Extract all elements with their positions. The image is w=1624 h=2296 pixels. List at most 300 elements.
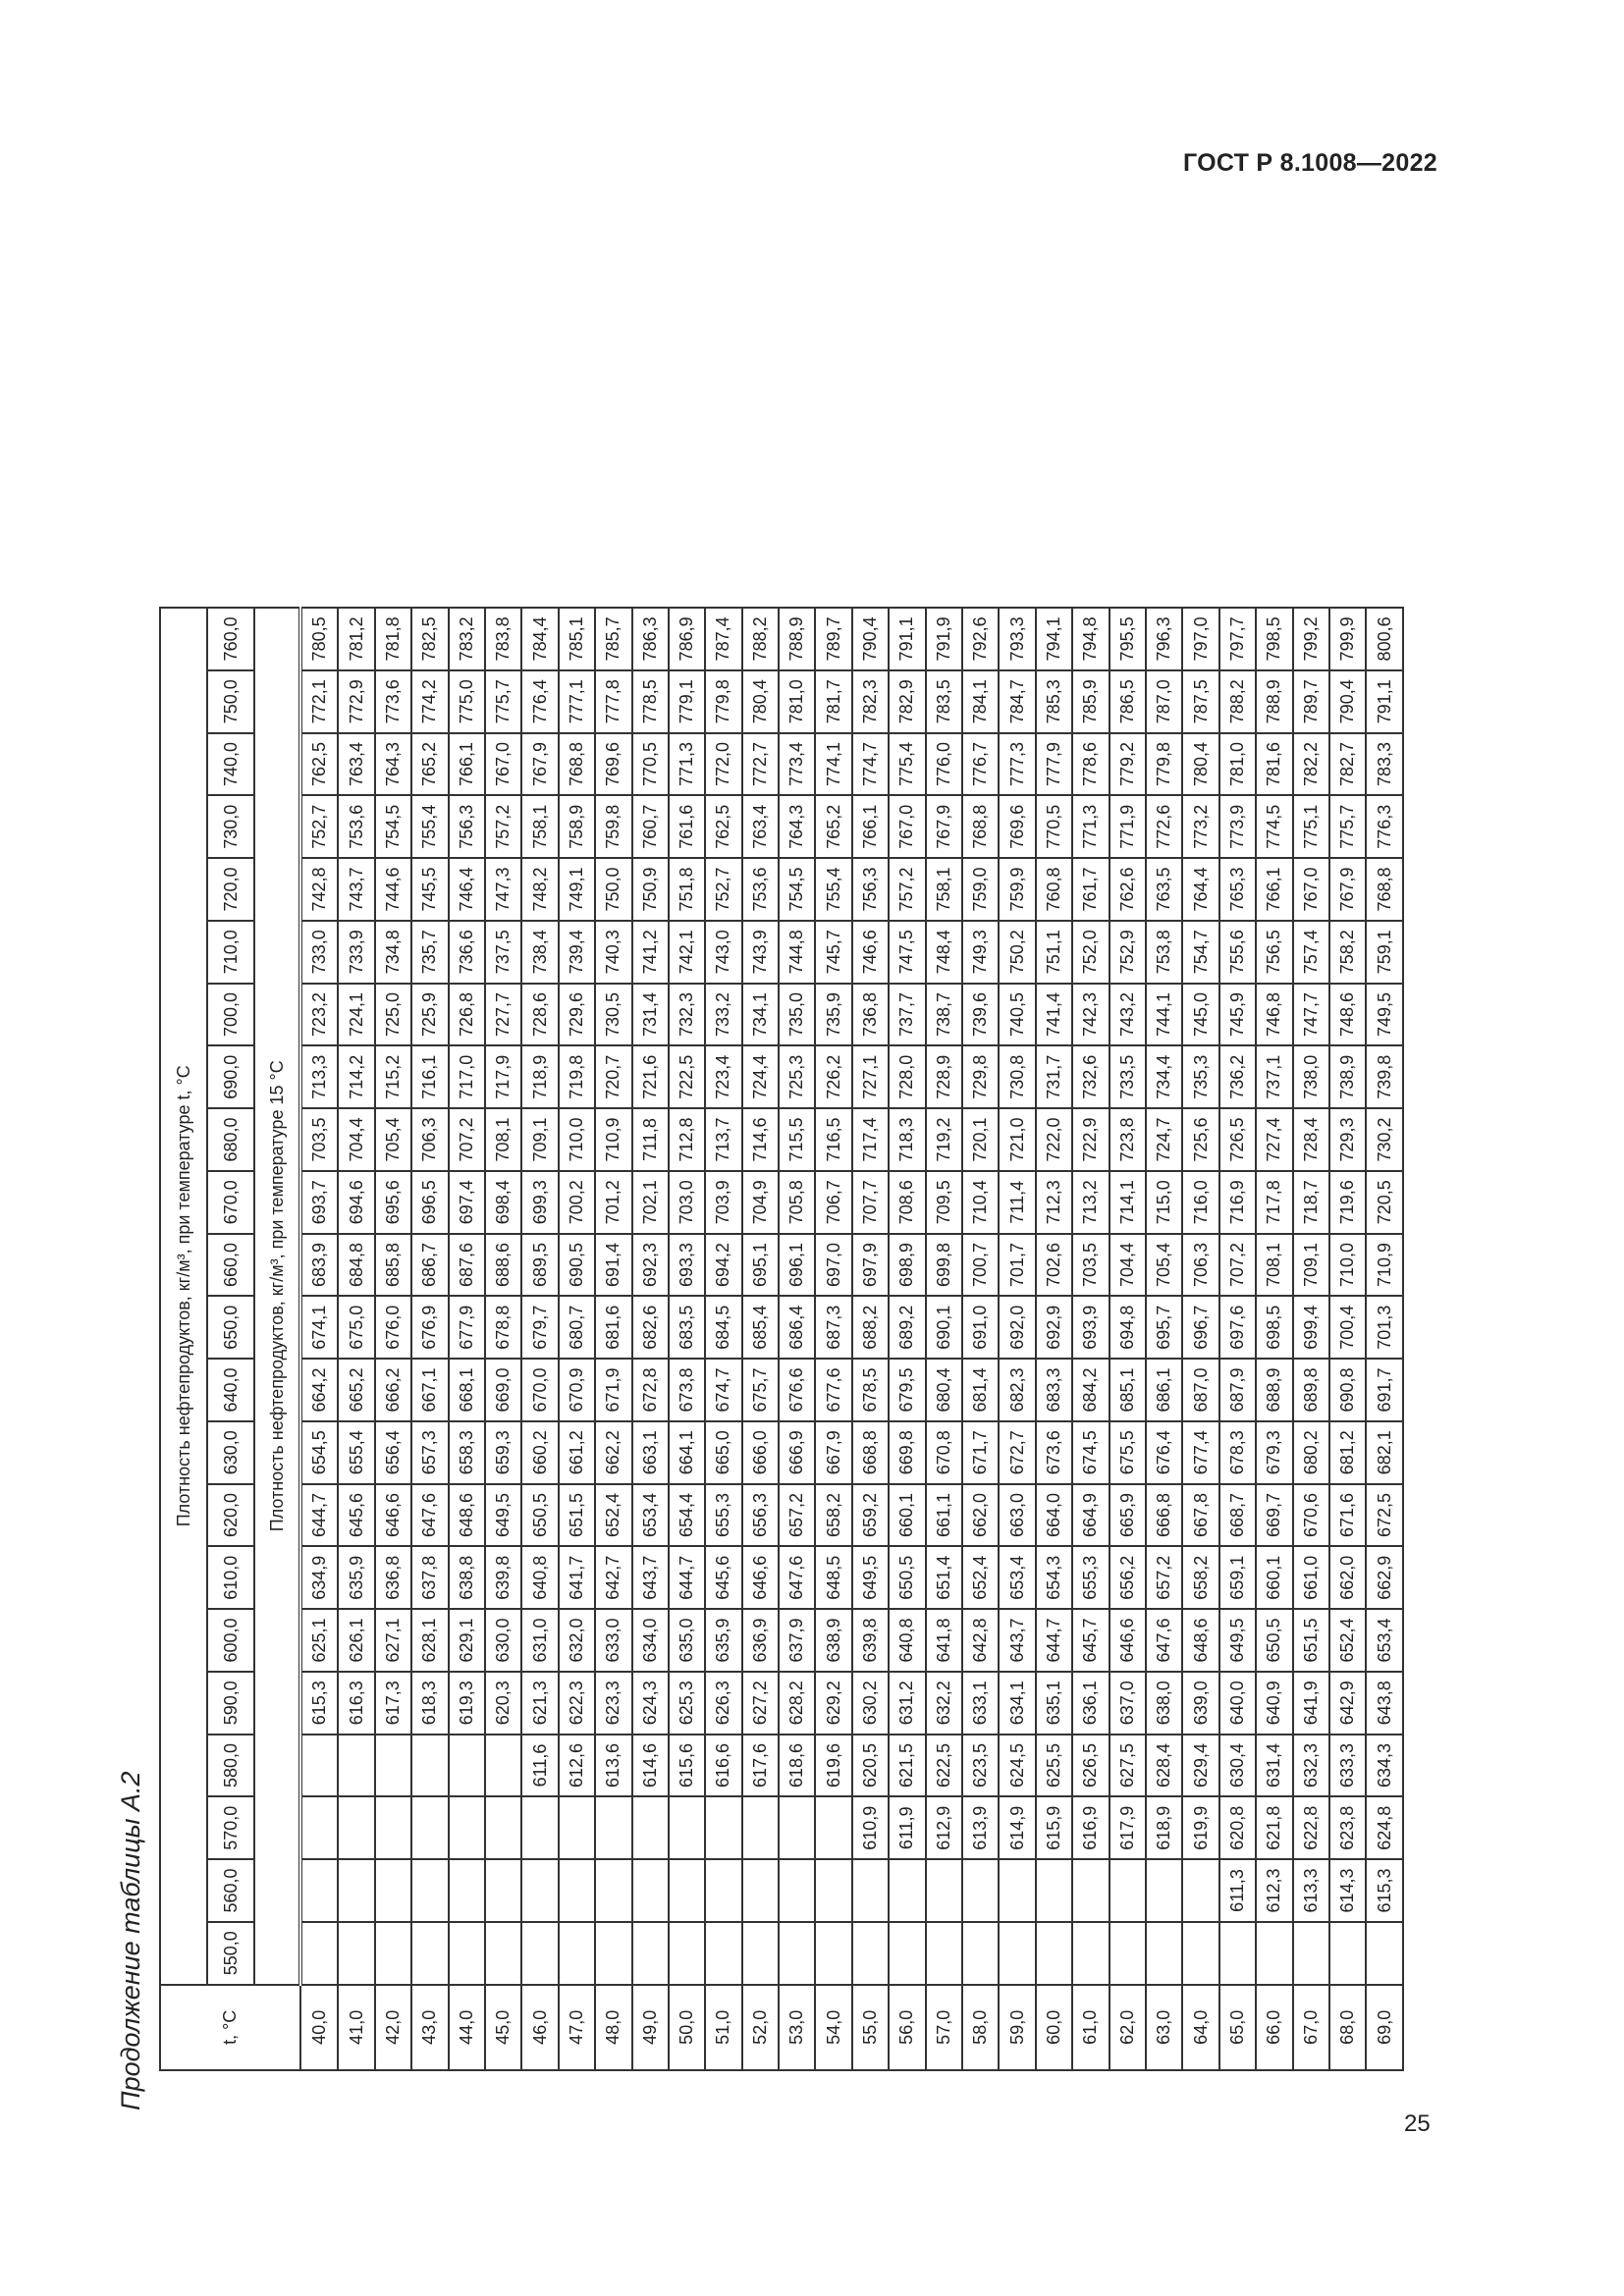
density-cell: 762,5 (705, 795, 741, 858)
density-cell: 624,5 (999, 1735, 1035, 1797)
table-caption: Продолжение таблицы А.2 (116, 1771, 145, 2110)
density-cell: 745,0 (1182, 984, 1218, 1046)
density-cell: 614,6 (632, 1735, 669, 1797)
density-cell: 716,0 (1182, 1171, 1218, 1234)
density-cell (632, 1796, 669, 1859)
density-cell: 687,3 (815, 1296, 851, 1359)
density-cell (1182, 1922, 1218, 1985)
density-cell (669, 1796, 705, 1859)
density-cell (1293, 1922, 1329, 1985)
density-cell (779, 1859, 815, 1922)
density-cell: 649,5 (485, 1484, 521, 1547)
density-cell: 768,8 (962, 795, 999, 858)
density-cell: 687,9 (1219, 1359, 1256, 1421)
density-cell: 628,2 (779, 1672, 815, 1735)
density-cell (559, 1796, 595, 1859)
density-cell: 718,9 (521, 1045, 558, 1108)
density-cell: 725,9 (411, 984, 448, 1046)
density-cell: 653,4 (999, 1546, 1035, 1609)
density-cell: 740,5 (999, 984, 1035, 1046)
table-row (1256, 608, 1292, 2070)
temperature-cell: 50,0 (669, 1985, 705, 2070)
density-cell: 674,5 (1072, 1421, 1109, 1484)
density-cell: 646,6 (1110, 1609, 1146, 1672)
density-cell (300, 1796, 338, 1859)
density-cell: 715,2 (375, 1045, 411, 1108)
density-cell: 744,1 (1146, 984, 1182, 1046)
page-number: 25 (1404, 2110, 1431, 2137)
table-row (300, 608, 338, 2070)
density-cell: 666,8 (1146, 1484, 1182, 1547)
table-row (521, 608, 558, 2070)
density-cell: 774,1 (815, 733, 851, 796)
density-cell: 741,2 (632, 921, 669, 984)
density-cell: 660,1 (889, 1484, 925, 1547)
density-cell: 780,4 (1182, 733, 1218, 796)
density-cell: 739,6 (962, 984, 999, 1046)
density-cell: 677,6 (815, 1359, 851, 1421)
density-cell: 683,9 (300, 1234, 338, 1297)
density-cell: 778,6 (1072, 733, 1109, 796)
density-cell: 651,5 (1293, 1609, 1329, 1672)
density-cell: 726,5 (1219, 1108, 1256, 1171)
column-header: 580,0 (207, 1735, 254, 1797)
density-cell: 625,3 (669, 1672, 705, 1735)
density-cell: 787,0 (1146, 670, 1182, 733)
density-cell: 637,9 (779, 1609, 815, 1672)
density-cell: 758,9 (559, 795, 595, 858)
density-cell: 747,7 (1293, 984, 1329, 1046)
density-cell: 636,8 (375, 1546, 411, 1609)
density-cell (338, 1796, 374, 1859)
density-cell: 785,7 (595, 608, 631, 670)
density-cell (962, 1922, 999, 1985)
density-cell: 775,7 (1329, 795, 1366, 858)
column-header: 550,0 (207, 1922, 254, 1985)
density-cell: 789,7 (1293, 670, 1329, 733)
density-cell: 749,3 (962, 921, 999, 984)
density-cell: 753,6 (742, 858, 779, 921)
density-cell: 671,6 (1329, 1484, 1366, 1547)
density-cell: 634,0 (632, 1609, 669, 1672)
density-cell: 617,3 (375, 1672, 411, 1735)
density-cell: 649,5 (1219, 1609, 1256, 1672)
table-row (375, 608, 411, 2070)
density-cell: 653,4 (1366, 1609, 1402, 1672)
density-cell: 795,5 (1110, 608, 1146, 670)
density-cell: 783,8 (485, 608, 521, 670)
density-cell: 725,0 (375, 984, 411, 1046)
density-cell: 674,1 (300, 1296, 338, 1359)
density-cell (1146, 1859, 1182, 1922)
temperature-cell: 45,0 (485, 1985, 521, 2070)
density-cell: 641,8 (926, 1609, 962, 1672)
density-cell: 694,8 (1110, 1296, 1146, 1359)
density-cell (449, 1735, 485, 1797)
density-cell: 662,0 (1329, 1546, 1366, 1609)
density-cell (559, 1922, 595, 1985)
density-cell: 794,8 (1072, 608, 1109, 670)
density-cell (595, 1922, 631, 1985)
density-cell: 770,5 (1036, 795, 1072, 858)
table-row (1146, 608, 1182, 2070)
density-cell: 691,4 (595, 1234, 631, 1297)
density-cell: 623,3 (595, 1672, 631, 1735)
density-cell: 682,1 (1366, 1421, 1402, 1484)
density-cell: 723,4 (705, 1045, 741, 1108)
density-cell: 771,3 (1072, 795, 1109, 858)
density-cell: 712,8 (669, 1108, 705, 1171)
density-cell (300, 1735, 338, 1797)
density-cell: 693,9 (1072, 1296, 1109, 1359)
density-cell: 756,3 (449, 795, 485, 858)
density-cell: 686,7 (411, 1234, 448, 1297)
column-header: 740,0 (207, 733, 254, 796)
density-cell (1329, 1922, 1366, 1985)
density-cell: 635,1 (1036, 1672, 1072, 1735)
temperature-cell: 56,0 (889, 1985, 925, 2070)
density-cell (815, 1796, 851, 1859)
density-cell: 635,9 (338, 1546, 374, 1609)
density-cell (1036, 1859, 1072, 1922)
density-cell (889, 1922, 925, 1985)
density-cell: 710,4 (962, 1171, 999, 1234)
density-cell: 799,9 (1329, 608, 1366, 670)
density-cell: 781,0 (779, 670, 815, 733)
density-cell: 669,7 (1256, 1484, 1292, 1547)
density-cell (485, 1796, 521, 1859)
density-cell: 747,3 (485, 858, 521, 921)
density-cell: 626,5 (1072, 1735, 1109, 1797)
density-cell: 757,2 (889, 858, 925, 921)
density-cell: 720,7 (595, 1045, 631, 1108)
density-cell: 621,5 (889, 1735, 925, 1797)
density-cell: 750,0 (595, 858, 631, 921)
density-cell (375, 1859, 411, 1922)
density-cell (411, 1735, 448, 1797)
density-cell: 796,3 (1146, 608, 1182, 670)
column-header: 650,0 (207, 1296, 254, 1359)
density-cell: 625,5 (1036, 1735, 1072, 1797)
density-cell (521, 1922, 558, 1985)
density-cell: 693,3 (669, 1234, 705, 1297)
column-header: 660,0 (207, 1234, 254, 1297)
density-cell: 650,5 (521, 1484, 558, 1547)
density-cell: 673,8 (669, 1359, 705, 1421)
table-row (926, 608, 962, 2070)
density-cell: 731,7 (1036, 1045, 1072, 1108)
density-cell: 728,0 (889, 1045, 925, 1108)
density-cell: 665,0 (705, 1421, 741, 1484)
density-cell: 670,0 (521, 1359, 558, 1421)
density-cell: 797,7 (1219, 608, 1256, 670)
density-cell: 681,4 (962, 1359, 999, 1421)
density-cell: 706,7 (815, 1171, 851, 1234)
density-cell: 760,8 (1036, 858, 1072, 921)
density-cell (485, 1735, 521, 1797)
density-cell: 768,8 (559, 733, 595, 796)
density-cell: 662,2 (595, 1421, 631, 1484)
density-cell: 638,0 (1146, 1672, 1182, 1735)
sub-header: Плотность нефтепродуктов, кг/м³, при температуре 15 °C (254, 608, 300, 1985)
table-body (300, 608, 1403, 2070)
density-cell: 648,5 (815, 1546, 851, 1609)
table-row (559, 608, 595, 2070)
density-cell: 629,2 (815, 1672, 851, 1735)
density-cell: 689,5 (521, 1234, 558, 1297)
density-cell: 724,7 (1146, 1108, 1182, 1171)
density-cell: 733,5 (1110, 1045, 1146, 1108)
density-cell: 637,8 (411, 1546, 448, 1609)
density-cell: 697,9 (852, 1234, 889, 1297)
density-cell: 678,5 (852, 1359, 889, 1421)
density-cell: 762,5 (300, 733, 338, 796)
density-cell: 683,3 (1036, 1359, 1072, 1421)
density-cell (449, 1922, 485, 1985)
density-cell: 767,9 (1329, 858, 1366, 921)
density-cell: 706,3 (411, 1108, 448, 1171)
density-cell: 703,5 (1072, 1234, 1109, 1297)
density-cell: 634,3 (1366, 1735, 1402, 1797)
density-cell: 644,7 (669, 1546, 705, 1609)
density-cell: 695,7 (1146, 1296, 1182, 1359)
density-cell: 668,7 (1219, 1484, 1256, 1547)
density-cell: 705,8 (779, 1171, 815, 1234)
density-cell: 767,9 (926, 795, 962, 858)
density-cell: 690,8 (1329, 1359, 1366, 1421)
density-cell: 757,4 (1293, 921, 1329, 984)
temperature-cell: 41,0 (338, 1985, 374, 2070)
density-cell: 655,3 (705, 1484, 741, 1547)
density-cell: 704,4 (1110, 1234, 1146, 1297)
density-cell: 781,6 (1256, 733, 1292, 796)
density-cell (411, 1859, 448, 1922)
density-cell: 733,9 (338, 921, 374, 984)
density-cell (338, 1735, 374, 1797)
density-cell: 770,5 (632, 733, 669, 796)
density-cell: 724,4 (742, 1045, 779, 1108)
density-cell: 671,7 (962, 1421, 999, 1484)
density-cell: 631,2 (889, 1672, 925, 1735)
density-cell: 708,1 (485, 1108, 521, 1171)
density-cell: 775,7 (485, 670, 521, 733)
density-cell: 782,5 (411, 608, 448, 670)
density-cell: 772,0 (705, 733, 741, 796)
density-cell: 658,3 (449, 1421, 485, 1484)
density-cell: 703,9 (705, 1171, 741, 1234)
density-cell: 709,1 (521, 1108, 558, 1171)
density-cell: 679,3 (1256, 1421, 1292, 1484)
density-cell: 778,5 (632, 670, 669, 733)
density-cell: 655,3 (1072, 1546, 1109, 1609)
density-cell: 751,1 (1036, 921, 1072, 984)
density-cell: 687,0 (1182, 1359, 1218, 1421)
temperature-cell: 44,0 (449, 1985, 485, 2070)
density-cell: 612,3 (1256, 1859, 1292, 1922)
density-cell: 631,4 (1256, 1735, 1292, 1797)
density-cell: 774,5 (1256, 795, 1292, 858)
temperature-cell: 51,0 (705, 1985, 741, 2070)
density-cell: 746,6 (852, 921, 889, 984)
temperature-cell: 68,0 (1329, 1985, 1366, 2070)
density-cell: 704,4 (338, 1108, 374, 1171)
density-cell (1219, 1922, 1256, 1985)
density-cell: 627,2 (742, 1672, 779, 1735)
density-cell: 709,5 (926, 1171, 962, 1234)
density-cell (595, 1859, 631, 1922)
density-cell: 624,8 (1366, 1796, 1402, 1859)
density-cell: 675,0 (338, 1296, 374, 1359)
temperature-cell: 58,0 (962, 1985, 999, 2070)
density-cell: 717,4 (852, 1108, 889, 1171)
density-cell: 760,7 (632, 795, 669, 858)
density-cell: 761,7 (1072, 858, 1109, 921)
density-cell: 663,0 (999, 1484, 1035, 1547)
density-cell: 675,7 (742, 1359, 779, 1421)
density-cell (705, 1796, 741, 1859)
density-cell: 745,7 (815, 921, 851, 984)
density-cell: 716,1 (411, 1045, 448, 1108)
density-cell: 614,9 (999, 1796, 1035, 1859)
density-cell: 635,0 (669, 1609, 705, 1672)
density-cell: 790,4 (1329, 670, 1366, 733)
density-cell (962, 1859, 999, 1922)
density-cell: 612,6 (559, 1735, 595, 1797)
density-cell: 707,2 (449, 1108, 485, 1171)
density-cell: 643,7 (999, 1609, 1035, 1672)
column-header: 730,0 (207, 795, 254, 858)
density-cell (411, 1922, 448, 1985)
density-cell: 800,6 (1366, 608, 1402, 670)
t-header (160, 1985, 300, 2070)
density-cell: 690,5 (559, 1234, 595, 1297)
density-cell: 615,9 (1036, 1796, 1072, 1859)
density-cell: 655,4 (338, 1421, 374, 1484)
density-cell: 648,6 (1182, 1609, 1218, 1672)
density-cell: 786,3 (632, 608, 669, 670)
temperature-cell: 49,0 (632, 1985, 669, 2070)
density-cell: 779,8 (1146, 733, 1182, 796)
density-cell: 656,3 (742, 1484, 779, 1547)
density-cell: 685,4 (742, 1296, 779, 1359)
column-header: 560,0 (207, 1859, 254, 1922)
density-cell: 677,4 (1182, 1421, 1218, 1484)
temperature-cell: 43,0 (411, 1985, 448, 2070)
density-cell: 752,9 (1110, 921, 1146, 984)
density-cell: 762,6 (1110, 858, 1146, 921)
density-cell: 743,2 (1110, 984, 1146, 1046)
density-cell: 777,1 (559, 670, 595, 733)
density-cell: 743,0 (705, 921, 741, 984)
density-cell: 714,2 (338, 1045, 374, 1108)
density-cell: 707,2 (1219, 1234, 1256, 1297)
density-cell: 665,9 (1110, 1484, 1146, 1547)
density-cell: 616,3 (338, 1672, 374, 1735)
density-cell: 754,5 (779, 858, 815, 921)
density-cell: 744,6 (375, 858, 411, 921)
density-cell: 659,2 (852, 1484, 889, 1547)
density-cell: 772,6 (1146, 795, 1182, 858)
density-cell: 654,5 (300, 1421, 338, 1484)
density-cell: 620,8 (1219, 1796, 1256, 1859)
density-cell (1072, 1859, 1109, 1922)
density-cell: 659,1 (1219, 1546, 1256, 1609)
density-cell: 684,8 (338, 1234, 374, 1297)
density-cell: 641,7 (559, 1546, 595, 1609)
density-cell: 746,4 (449, 858, 485, 921)
density-cell: 672,8 (632, 1359, 669, 1421)
density-cell: 675,5 (1110, 1421, 1146, 1484)
density-cell: 747,5 (889, 921, 925, 984)
density-cell: 710,9 (595, 1108, 631, 1171)
density-cell: 685,1 (1110, 1359, 1146, 1421)
temperature-cell: 54,0 (815, 1985, 851, 2070)
density-cell: 661,0 (1293, 1546, 1329, 1609)
density-cell: 640,8 (889, 1609, 925, 1672)
density-cell: 679,7 (521, 1296, 558, 1359)
density-cell: 730,8 (999, 1045, 1035, 1108)
density-cell: 743,7 (338, 858, 374, 921)
density-cell: 652,4 (962, 1546, 999, 1609)
density-cell: 639,8 (852, 1609, 889, 1672)
density-cell: 756,3 (852, 858, 889, 921)
density-cell: 649,5 (852, 1546, 889, 1609)
density-cell: 692,3 (632, 1234, 669, 1297)
table-row (962, 608, 999, 2070)
density-cell: 697,6 (1219, 1296, 1256, 1359)
density-cell: 710,0 (559, 1108, 595, 1171)
density-cell: 776,7 (962, 733, 999, 796)
density-cell: 752,7 (705, 858, 741, 921)
temperature-cell: 65,0 (1219, 1985, 1256, 2070)
density-cell: 780,4 (742, 670, 779, 733)
density-cell: 665,2 (338, 1359, 374, 1421)
density-cell: 728,4 (1293, 1108, 1329, 1171)
density-cell (1110, 1922, 1146, 1985)
temperature-cell: 42,0 (375, 1985, 411, 2070)
density-cell: 777,8 (595, 670, 631, 733)
density-cell: 766,1 (449, 733, 485, 796)
density-cell: 739,8 (1366, 1045, 1402, 1108)
density-cell: 764,3 (375, 733, 411, 796)
density-cell: 670,8 (926, 1421, 962, 1484)
density-cell (889, 1859, 925, 1922)
density-cell: 721,0 (999, 1108, 1035, 1171)
temperature-cell: 48,0 (595, 1985, 631, 2070)
density-cell: 781,2 (338, 608, 374, 670)
density-cell: 788,9 (1256, 670, 1292, 733)
density-cell: 776,4 (521, 670, 558, 733)
density-cell: 793,3 (999, 608, 1035, 670)
density-cell: 755,6 (1219, 921, 1256, 984)
density-cell: 703,0 (669, 1171, 705, 1234)
density-cell: 694,2 (705, 1234, 741, 1297)
density-cell: 656,2 (1110, 1546, 1146, 1609)
density-cell: 619,6 (815, 1735, 851, 1797)
density-cell: 662,0 (962, 1484, 999, 1547)
density-cell: 615,3 (300, 1672, 338, 1735)
column-header: 620,0 (207, 1484, 254, 1547)
density-cell: 709,1 (1293, 1234, 1329, 1297)
density-cell: 777,9 (1036, 733, 1072, 796)
density-cell: 647,6 (1146, 1609, 1182, 1672)
density-cell: 718,3 (889, 1108, 925, 1171)
density-cell: 749,1 (559, 858, 595, 921)
density-cell: 788,2 (742, 608, 779, 670)
density-cell: 695,1 (742, 1234, 779, 1297)
density-cell: 755,4 (815, 858, 851, 921)
density-cell: 738,7 (926, 984, 962, 1046)
